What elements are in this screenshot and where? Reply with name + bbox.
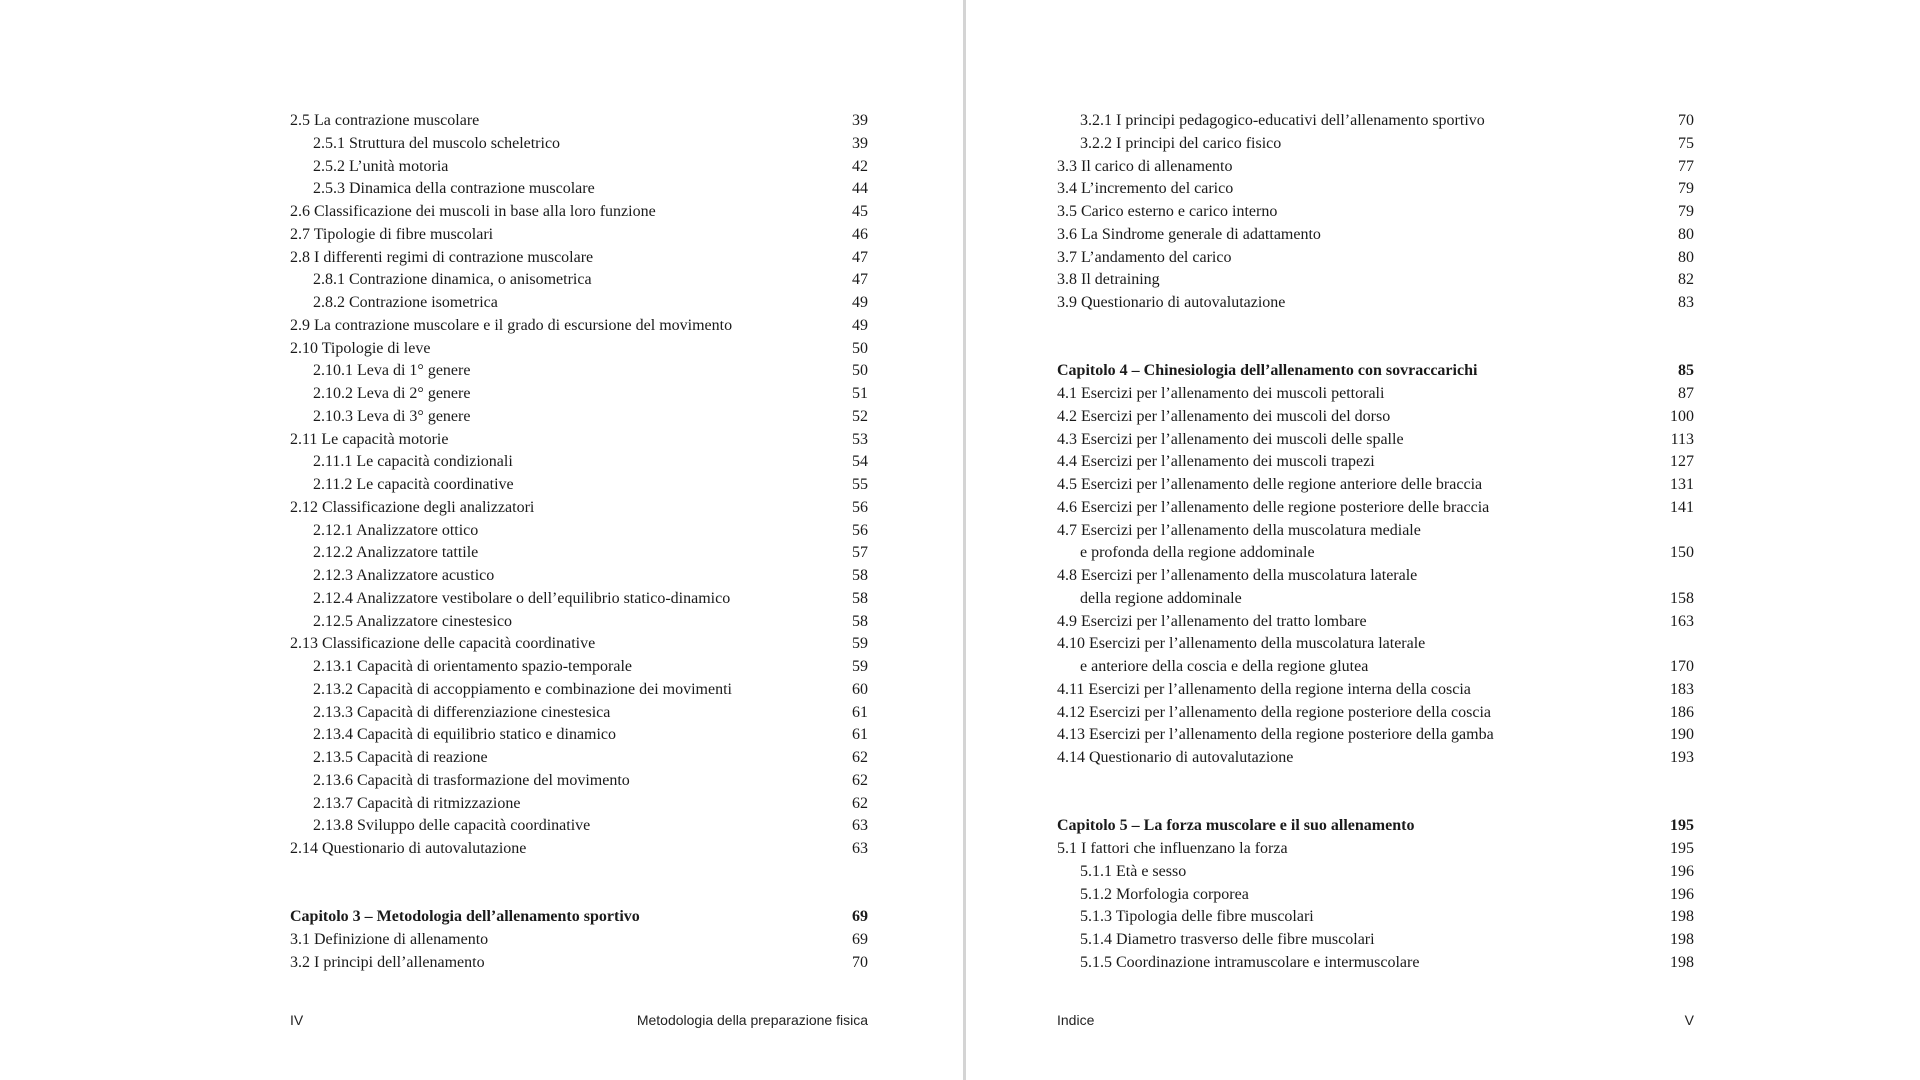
toc-entry-title: 2.12.5 Analizzatore cinestesico [313, 612, 513, 630]
toc-entry [966, 292, 1920, 315]
toc-entry-title: 2.12 Classificazione degli analizzatori [290, 498, 535, 516]
toc-entry-page-number: 83 [1678, 294, 1694, 311]
toc-entry-page-number: 80 [1678, 248, 1694, 266]
toc-entry [0, 292, 964, 315]
toc-entry-title: 2.12.2 Analizzatore tattile [313, 544, 479, 562]
toc-entry-page-number: 198 [1670, 953, 1694, 971]
toc-entry-page-number: 198 [1670, 908, 1694, 926]
toc-entry [966, 201, 1920, 224]
toc-entry [0, 383, 964, 406]
toc-entry [966, 679, 1920, 702]
toc-entry [0, 133, 964, 156]
toc-entry [0, 451, 964, 474]
toc-entry-title: 2.8.2 Contrazione isometrica [313, 294, 498, 311]
toc-entry-title: Capitolo 4 – Chinesiologia dell’allenamento con sovraccarichi [1057, 362, 1478, 380]
toc-entry-page-number: 60 [852, 680, 868, 698]
toc-entry-page-number: 44 [852, 180, 868, 198]
toc-entry-title: 4.5 Esercizi per l’allenamento delle regione anteriore delle braccia [1057, 476, 1483, 493]
running-title: Metodologia della preparazione fisica [636, 1012, 868, 1028]
toc-entry [0, 497, 964, 520]
toc-entry [0, 474, 964, 497]
toc-entry-title: 2.13.4 Capacità di equilibrio statico e dinamico [313, 726, 617, 744]
toc-chapter-heading [966, 815, 1920, 838]
toc-entry [0, 565, 964, 588]
toc-entry-title: 4.6 Esercizi per l’allenamento delle regione posteriore delle braccia [1057, 498, 1490, 516]
toc-entry [966, 178, 1920, 201]
toc-entry-title: 2.9 La contrazione muscolare e il grado di escursione del movimento [290, 316, 733, 334]
toc-entry [966, 542, 1920, 565]
toc-entry-title: 2.13.3 Capacità di differenziazione cinestesica [313, 703, 611, 721]
toc-entry-title: 2.13.5 Capacità di reazione [313, 749, 488, 766]
toc-entry-title: 3.2.1 I principi pedagogico-educativi dell’allenamento sportivo [1080, 112, 1485, 129]
toc-entry-page-number: 59 [852, 635, 868, 653]
toc-entry-page-number: 49 [852, 316, 868, 334]
toc-entry-page-number: 53 [852, 430, 868, 448]
toc-entry-page-number: 63 [852, 840, 868, 857]
toc-entry [966, 520, 1920, 543]
toc-entry-title: 5.1.1 Età e sesso [1080, 862, 1187, 880]
toc-entry-page-number: 70 [852, 953, 868, 971]
toc-entry [966, 702, 1920, 725]
toc-entry-page-number: 62 [852, 749, 868, 766]
toc-entry-title: e profonda della regione addominale [1080, 544, 1315, 562]
toc-entry-page-number: 55 [852, 476, 868, 493]
toc-entry [966, 747, 1920, 770]
toc-entry-title: 3.4 L’incremento del carico [1057, 180, 1234, 198]
toc-entry [0, 588, 964, 611]
toc-entry-page-number: 113 [1670, 430, 1694, 448]
toc-entry-page-number: 58 [852, 612, 868, 630]
toc-entry-page-number: 150 [1670, 544, 1694, 562]
toc-entry-title: 3.7 L’andamento del carico [1057, 248, 1232, 266]
toc-entry-title: 2.5.2 L’unità motoria [313, 157, 449, 175]
toc-entry-title: 4.14 Questionario di autovalutazione [1057, 749, 1294, 766]
toc-entry-page-number: 42 [852, 157, 868, 175]
toc-chapter-heading [0, 906, 964, 929]
toc-entry-title: 4.1 Esercizi per l’allenamento dei muscoli pettorali [1057, 385, 1385, 402]
toc-entry-page-number: 195 [1670, 840, 1694, 857]
toc-entry-title: 2.5.1 Struttura del muscolo scheletrico [313, 134, 561, 152]
toc-entry-title: 3.2 I principi dell’allenamento [290, 953, 485, 971]
toc-entry [966, 451, 1920, 474]
toc-entry-page-number: 170 [1670, 658, 1694, 675]
toc-chapter-heading [966, 360, 1920, 383]
toc-entry-page-number: 51 [852, 385, 868, 402]
toc-entry-page-number: 79 [1678, 203, 1694, 220]
chapter-spacer [0, 861, 964, 907]
toc-entry-page-number: 85 [1678, 362, 1694, 380]
toc-entry [0, 952, 964, 975]
toc-entry [0, 110, 964, 133]
toc-entry-title: 4.12 Esercizi per l’allenamento della regione posteriore della coscia [1057, 703, 1492, 721]
toc-entry-title: 2.8 I differenti regimi di contrazione muscolare [290, 248, 594, 266]
toc-entry-title: 4.10 Esercizi per l’allenamento della muscolatura laterale [1057, 635, 1426, 653]
toc-entry-title: 4.2 Esercizi per l’allenamento dei muscoli del dorso [1057, 407, 1391, 425]
toc-entry-title: 2.10.1 Leva di 1° genere [313, 362, 471, 380]
toc-entry [966, 383, 1920, 406]
toc-entry-page-number: 198 [1670, 931, 1694, 948]
toc-entry-page-number: 70 [1678, 112, 1694, 129]
toc-entry-title: 2.10 Tipologie di leve [290, 339, 431, 357]
toc-entry-title: 2.12.4 Analizzatore vestibolare o dell’equilibrio statico-dinamico [313, 589, 731, 607]
toc-entry-title: 2.13 Classificazione delle capacità coordinative [290, 635, 596, 653]
toc-entry-page-number: 61 [852, 726, 868, 744]
toc-entry-page-number: 100 [1670, 407, 1694, 425]
toc-entry [0, 611, 964, 634]
toc-entry-title: 5.1.4 Diametro trasverso delle fibre muscolari [1080, 931, 1375, 948]
toc-entry [0, 770, 964, 793]
toc-entry [0, 838, 964, 861]
right-page [966, 0, 1920, 1080]
toc-entry [0, 406, 964, 429]
toc-entry-title: 4.4 Esercizi per l’allenamento dei muscoli trapezi [1057, 453, 1375, 471]
toc-entry [0, 929, 964, 952]
toc-entry-page-number: 141 [1670, 498, 1694, 516]
toc-entry [0, 178, 964, 201]
toc-entry-page-number: 58 [852, 567, 868, 584]
toc-entry [0, 724, 964, 747]
toc-entry [966, 906, 1920, 929]
toc-entry-title: 2.13.6 Capacità di trasformazione del movimento [313, 771, 630, 789]
toc-entry-page-number: 39 [852, 112, 868, 129]
toc-entry-title: 4.7 Esercizi per l’allenamento della muscolatura mediale [1057, 521, 1421, 539]
toc-entry-page-number: 190 [1670, 726, 1694, 744]
toc-entry [0, 747, 964, 770]
toc-entry-page-number: 54 [852, 453, 868, 471]
toc-entry-page-number: 80 [1678, 225, 1694, 243]
toc-entry-page-number: 77 [1678, 157, 1694, 175]
toc-entry-title: 4.13 Esercizi per l’allenamento della regione posteriore della gamba [1057, 726, 1494, 744]
toc-entry-page-number: 158 [1670, 589, 1694, 607]
toc-entry [966, 838, 1920, 861]
toc-entry-title: Capitolo 5 – La forza muscolare e il suo allenamento [1057, 817, 1415, 835]
toc-entry-page-number: 61 [852, 703, 868, 721]
toc-entry-title: e anteriore della coscia e della regione glutea [1080, 658, 1369, 675]
toc-entry-page-number: 193 [1670, 749, 1694, 766]
toc-entry-title: 3.6 La Sindrome generale di adattamento [1057, 225, 1321, 243]
toc-entry [0, 269, 964, 292]
toc-entry-title: 2.7 Tipologie di fibre muscolari [290, 225, 494, 243]
toc-entry [0, 815, 964, 838]
toc-entry [966, 884, 1920, 907]
toc-entry-page-number: 183 [1670, 680, 1694, 698]
toc-entry [966, 247, 1920, 270]
toc-entry-title: 5.1.3 Tipologia delle fibre muscolari [1080, 908, 1314, 926]
toc-entry-page-number: 87 [1678, 385, 1694, 402]
toc-entry [0, 156, 964, 179]
toc-entry [0, 520, 964, 543]
toc-entry-page-number: 196 [1670, 862, 1694, 880]
toc-entry-page-number: 163 [1670, 612, 1694, 630]
toc-entry-page-number: 186 [1670, 703, 1694, 721]
toc-entry [966, 565, 1920, 588]
toc-entry [0, 679, 964, 702]
toc-entry-title: 2.13.8 Sviluppo delle capacità coordinative [313, 817, 591, 835]
toc-entry-page-number: 46 [852, 225, 868, 243]
toc-entry-page-number: 75 [1678, 134, 1694, 152]
toc-entry [0, 793, 964, 816]
toc-entry-title: 4.3 Esercizi per l’allenamento dei muscoli delle spalle [1057, 430, 1404, 448]
chapter-spacer [966, 770, 1920, 816]
toc-entry-page-number: 58 [852, 589, 868, 607]
toc-entry-title: 2.12.3 Analizzatore acustico [313, 567, 495, 584]
toc-entry-page-number: 50 [852, 339, 868, 357]
toc-entry-title: 2.12.1 Analizzatore ottico [313, 521, 479, 539]
toc-entry-title: 3.9 Questionario di autovalutazione [1057, 294, 1286, 311]
toc-entry-page-number: 196 [1670, 885, 1694, 903]
toc-entry [966, 633, 1920, 656]
toc-entry [966, 269, 1920, 292]
toc-entry-page-number: 52 [852, 407, 868, 425]
toc-entry [0, 201, 964, 224]
toc-entry-title: 3.3 Il carico di allenamento [1057, 157, 1233, 175]
page-number: IV [290, 1012, 304, 1028]
toc-entry [0, 247, 964, 270]
toc-entry-page-number: 62 [852, 794, 868, 812]
toc-entry [966, 929, 1920, 952]
toc-entry-page-number: 50 [852, 362, 868, 380]
toc-entry-title: 2.13.1 Capacità di orientamento spazio-temporale [313, 658, 632, 675]
toc-entry-title: 2.11.1 Le capacità condizionali [313, 453, 513, 471]
toc-entry-title: 2.14 Questionario di autovalutazione [290, 840, 527, 857]
page-number: V [1684, 1012, 1694, 1028]
toc-entry-page-number: 57 [852, 544, 868, 562]
toc-entry-title: 4.8 Esercizi per l’allenamento della muscolatura laterale [1057, 567, 1418, 584]
table-of-contents-left [0, 110, 964, 975]
chapter-spacer [966, 315, 1920, 361]
toc-entry [966, 588, 1920, 611]
toc-entry [0, 360, 964, 383]
toc-entry-title: 2.8.1 Contrazione dinamica, o anisometrica [313, 271, 592, 289]
toc-entry-page-number: 59 [852, 658, 868, 675]
toc-entry [0, 224, 964, 247]
toc-entry [966, 133, 1920, 156]
toc-entry-title: 2.10.2 Leva di 2° genere [313, 385, 471, 402]
toc-entry-title: 5.1.2 Morfologia corporea [1080, 885, 1249, 903]
toc-entry-title: 2.13.2 Capacità di accoppiamento e combinazione dei movimenti [313, 680, 732, 698]
toc-entry [0, 656, 964, 679]
toc-entry-title: 2.5.3 Dinamica della contrazione muscolare [313, 180, 595, 198]
toc-entry [0, 633, 964, 656]
toc-entry-title: 5.1 I fattori che influenzano la forza [1057, 840, 1288, 857]
toc-entry-title: 2.6 Classificazione dei muscoli in base alla loro funzione [290, 203, 656, 220]
toc-entry-page-number: 62 [852, 771, 868, 789]
toc-entry-page-number: 69 [852, 931, 868, 948]
toc-entry-page-number: 69 [852, 908, 868, 926]
toc-entry-title: 4.9 Esercizi per l’allenamento del tratto lombare [1057, 612, 1367, 630]
toc-entry [966, 861, 1920, 884]
toc-entry-title: 5.1.5 Coordinazione intramuscolare e intermuscolare [1080, 953, 1420, 971]
toc-entry-page-number: 63 [852, 817, 868, 835]
toc-entry-page-number: 79 [1678, 180, 1694, 198]
toc-entry-page-number: 49 [852, 294, 868, 311]
toc-entry [966, 952, 1920, 975]
toc-entry-title: 2.11 Le capacità motorie [290, 430, 449, 448]
toc-entry-page-number: 39 [852, 134, 868, 152]
toc-entry [0, 542, 964, 565]
toc-entry [966, 429, 1920, 452]
toc-entry [0, 315, 964, 338]
toc-entry [966, 724, 1920, 747]
toc-entry-title: 3.1 Definizione di allenamento [290, 931, 489, 948]
toc-entry-page-number: 127 [1670, 453, 1694, 471]
toc-entry [966, 224, 1920, 247]
toc-entry [966, 474, 1920, 497]
toc-entry-title: della regione addominale [1080, 589, 1242, 607]
toc-entry-page-number: 47 [852, 248, 868, 266]
toc-entry-title: 4.11 Esercizi per l’allenamento della regione interna della coscia [1057, 680, 1471, 698]
toc-entry-page-number: 56 [852, 521, 868, 539]
toc-entry-page-number: 56 [852, 498, 868, 516]
toc-entry-title: 2.11.2 Le capacità coordinative [313, 476, 514, 493]
running-title: Indice [1057, 1012, 1095, 1028]
toc-entry-page-number: 47 [852, 271, 868, 289]
toc-entry [966, 406, 1920, 429]
toc-entry-page-number: 45 [852, 203, 868, 220]
toc-entry [0, 338, 964, 361]
toc-entry-title: Capitolo 3 – Metodologia dell’allenamento sportivo [290, 908, 640, 926]
toc-entry [966, 110, 1920, 133]
toc-entry-title: 3.8 Il detraining [1057, 271, 1160, 289]
toc-entry-title: 2.5 La contrazione muscolare [290, 112, 480, 129]
toc-entry [966, 656, 1920, 679]
toc-entry [966, 156, 1920, 179]
toc-entry-page-number: 82 [1678, 271, 1694, 289]
table-of-contents-right [966, 110, 1920, 975]
toc-entry [966, 611, 1920, 634]
toc-entry-title: 2.10.3 Leva di 3° genere [313, 407, 471, 425]
toc-entry-title: 2.13.7 Capacità di ritmizzazione [313, 794, 521, 812]
toc-entry-title: 3.2.2 I principi del carico fisico [1080, 134, 1282, 152]
toc-entry-page-number: 131 [1670, 476, 1694, 493]
toc-entry [0, 702, 964, 725]
toc-entry-title: 3.5 Carico esterno e carico interno [1057, 203, 1278, 220]
toc-entry [0, 429, 964, 452]
toc-entry-page-number: 195 [1670, 817, 1694, 835]
toc-entry [966, 497, 1920, 520]
